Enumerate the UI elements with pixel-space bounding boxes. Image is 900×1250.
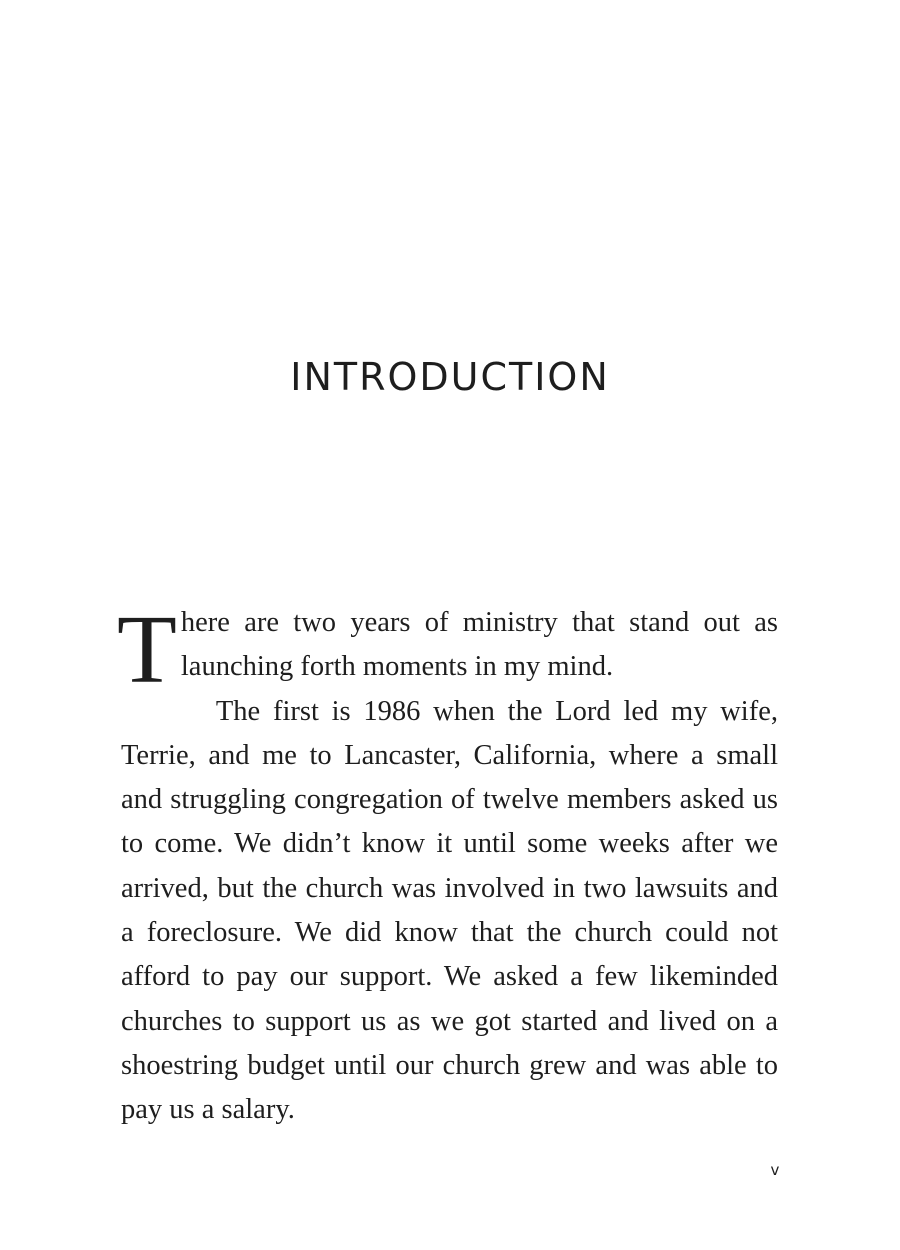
second-paragraph: The first is 1986 when the Lord led my wife, Terrie, and me to Lancaster, California, where a small and struggling congregation of twelve members asked us to come. We didn’t know it until some weeks after we arrived, but the church was involved in two lawsuits and a foreclosure. We did know that the church could not afford to pay our support. We asked a few likeminded churches to support us as we got started and lived on a shoestring budget until our church grew and was able to pay us a salary. — [121, 695, 778, 1126]
chapter-body — [117, 596, 778, 1133]
drop-cap: T — [117, 596, 177, 704]
chapter-title: INTRODUCTION — [290, 355, 610, 399]
opening-paragraph-text: here are two years of ministry that stand out as launching forth moments in my mind. — [180, 607, 778, 683]
opening-paragraph — [117, 596, 778, 704]
page-number: v — [770, 1161, 780, 1179]
